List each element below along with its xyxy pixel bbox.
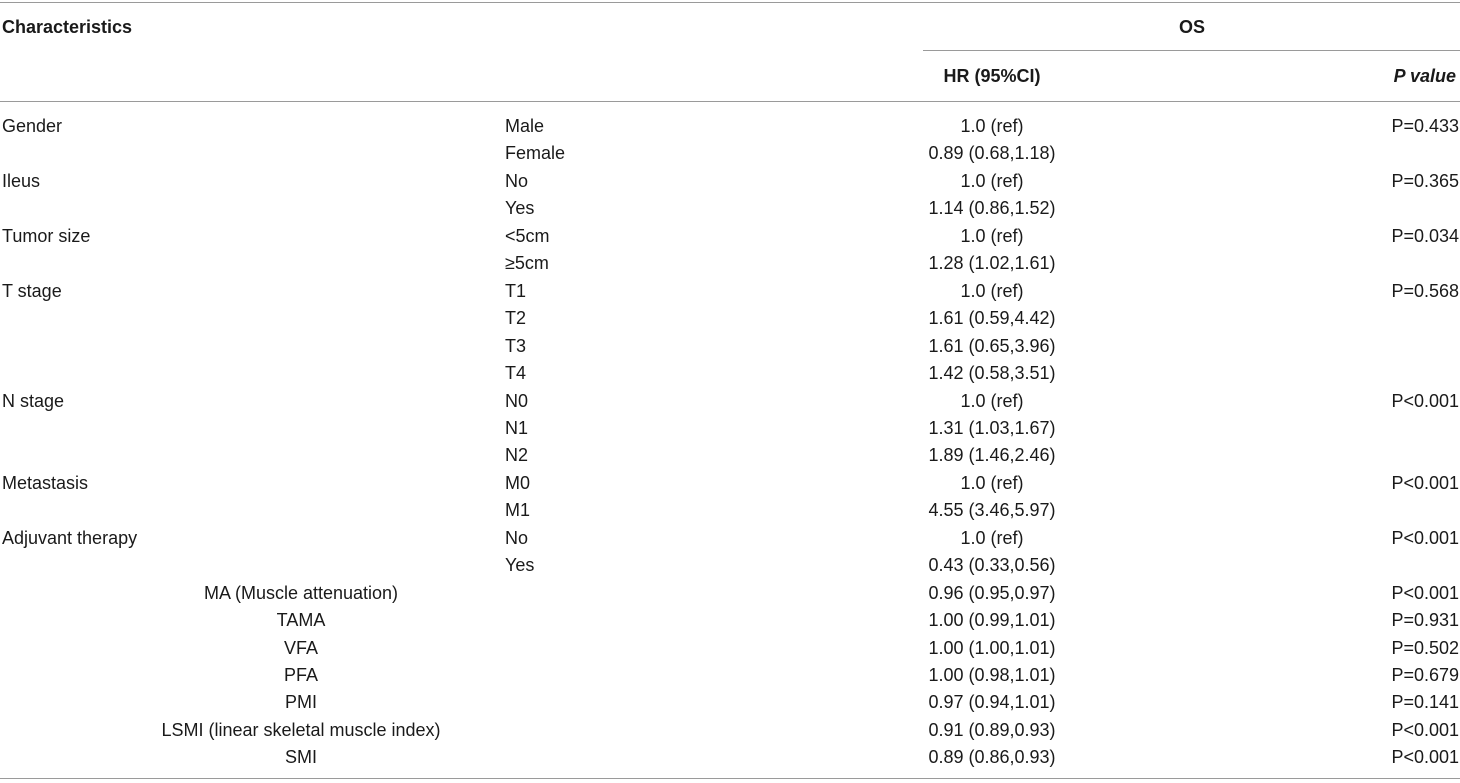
- os-underline-rule: [923, 50, 1460, 51]
- hr-cell: 1.89 (1.46,2.46): [928, 445, 1056, 465]
- p-value-cell: P=0.502: [1391, 638, 1459, 658]
- p-value-cell: P<0.001: [1391, 720, 1459, 740]
- level-cell: T4: [505, 363, 527, 383]
- hr-cell: 1.0 (ref): [960, 528, 1024, 548]
- characteristic-cell: MA (Muscle attenuation): [203, 583, 399, 603]
- header-hr: HR (95%CI): [943, 66, 1041, 86]
- p-value-cell: P<0.001: [1391, 391, 1459, 411]
- header-p-value: P value: [1393, 66, 1456, 86]
- hr-cell: 4.55 (3.46,5.97): [928, 500, 1056, 520]
- p-value-cell: P<0.001: [1391, 528, 1459, 548]
- characteristic-cell: TAMA: [276, 610, 326, 630]
- p-value-cell: P<0.001: [1391, 473, 1459, 493]
- hr-cell: 1.0 (ref): [960, 391, 1024, 411]
- hr-cell: 1.61 (0.59,4.42): [928, 308, 1056, 328]
- characteristic-cell: T stage: [2, 281, 62, 301]
- hr-cell: 1.31 (1.03,1.67): [928, 418, 1056, 438]
- hr-cell: 1.14 (0.86,1.52): [928, 198, 1056, 218]
- characteristic-cell: PMI: [284, 692, 318, 712]
- level-cell: T2: [505, 308, 527, 328]
- hr-cell: 1.42 (0.58,3.51): [928, 363, 1056, 383]
- level-cell: Yes: [505, 198, 535, 218]
- characteristic-cell: VFA: [283, 638, 319, 658]
- level-cell: M1: [505, 500, 531, 520]
- p-value-cell: P=0.931: [1391, 610, 1459, 630]
- level-cell: N0: [505, 391, 529, 411]
- characteristic-cell: SMI: [284, 747, 318, 767]
- p-value-cell: P=0.365: [1391, 171, 1459, 191]
- characteristic-cell: Tumor size: [2, 226, 91, 246]
- level-cell: T3: [505, 336, 527, 356]
- hr-cell: 1.28 (1.02,1.61): [928, 253, 1056, 273]
- hr-cell: 1.0 (ref): [960, 281, 1024, 301]
- hr-cell: 0.97 (0.94,1.01): [928, 692, 1056, 712]
- hr-cell: 1.0 (ref): [960, 116, 1024, 136]
- hr-cell: 1.00 (0.99,1.01): [928, 610, 1056, 630]
- p-value-cell: P<0.001: [1391, 583, 1459, 603]
- hr-cell: 1.00 (1.00,1.01): [928, 638, 1056, 658]
- p-value-cell: P=0.141: [1391, 692, 1459, 712]
- level-cell: M0: [505, 473, 531, 493]
- header-os: OS: [1178, 17, 1206, 37]
- characteristic-cell: Metastasis: [2, 473, 89, 493]
- level-cell: ≥5cm: [505, 253, 549, 273]
- header-characteristics: Characteristics: [2, 17, 133, 37]
- p-value-cell: P=0.679: [1391, 665, 1459, 685]
- hr-cell: 1.0 (ref): [960, 226, 1024, 246]
- p-value-cell: P<0.001: [1391, 747, 1459, 767]
- characteristic-cell: PFA: [283, 665, 319, 685]
- level-cell: Yes: [505, 555, 535, 575]
- top-rule: [0, 2, 1460, 3]
- hr-cell: 0.89 (0.86,0.93): [928, 747, 1056, 767]
- level-cell: No: [505, 171, 529, 191]
- hr-cell: 0.89 (0.68,1.18): [928, 143, 1056, 163]
- p-value-cell: P=0.034: [1391, 226, 1459, 246]
- hr-cell: 1.61 (0.65,3.96): [928, 336, 1056, 356]
- level-cell: Male: [505, 116, 545, 136]
- hr-cell: 1.0 (ref): [960, 473, 1024, 493]
- characteristic-cell: N stage: [2, 391, 65, 411]
- characteristic-cell: Ileus: [2, 171, 41, 191]
- header-bottom-rule: [0, 101, 1460, 102]
- level-cell: No: [505, 528, 529, 548]
- level-cell: N1: [505, 418, 529, 438]
- level-cell: Female: [505, 143, 566, 163]
- p-value-cell: P=0.433: [1391, 116, 1459, 136]
- hr-cell: 1.0 (ref): [960, 171, 1024, 191]
- p-value-cell: P=0.568: [1391, 281, 1459, 301]
- characteristic-cell: LSMI (linear skeletal muscle index): [161, 720, 441, 740]
- hr-cell: 1.00 (0.98,1.01): [928, 665, 1056, 685]
- hr-cell: 0.91 (0.89,0.93): [928, 720, 1056, 740]
- level-cell: <5cm: [505, 226, 550, 246]
- hr-cell: 0.43 (0.33,0.56): [928, 555, 1056, 575]
- characteristic-cell: Adjuvant therapy: [2, 528, 138, 548]
- level-cell: N2: [505, 445, 529, 465]
- characteristic-cell: Gender: [2, 116, 63, 136]
- level-cell: T1: [505, 281, 527, 301]
- hr-cell: 0.96 (0.95,0.97): [928, 583, 1056, 603]
- bottom-rule: [0, 778, 1460, 779]
